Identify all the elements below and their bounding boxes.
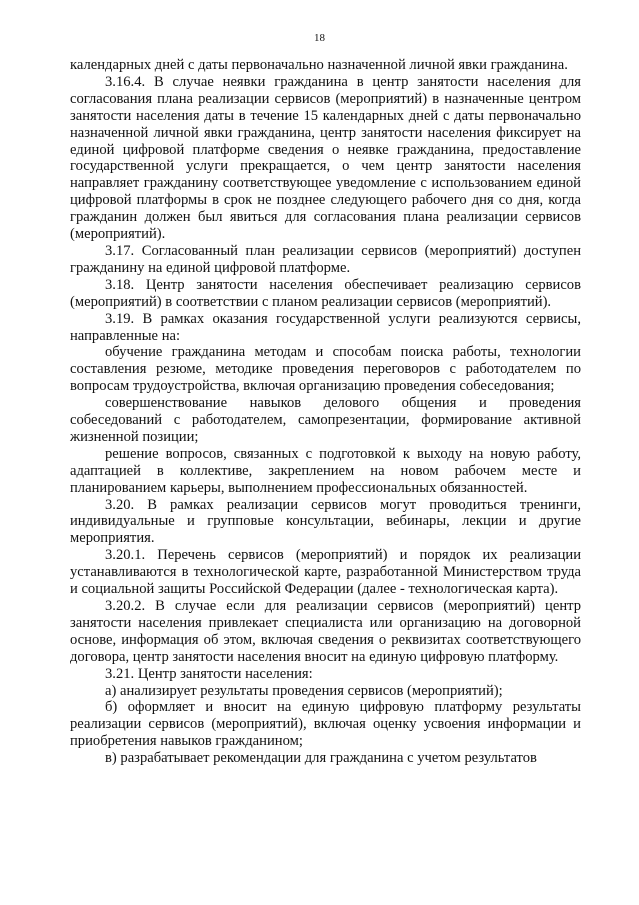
- paragraph-3-20-1: 3.20.1. Перечень сервисов (мероприятий) и порядок их реализации устанавливаются в технологической карте, разработанной Министерством труда и социальной защиты Российской Федерации (далее - технологическая карта).: [70, 547, 581, 598]
- list-item-v: в) разрабатывает рекомендации для гражданина с учетом результатов: [105, 750, 537, 767]
- paragraph-3-19: 3.19. В рамках оказания государственной услуги реализуются сервисы, направленные на:: [70, 310, 581, 344]
- list-item-a: а) анализирует результаты проведения сервисов (мероприятий);: [105, 682, 503, 699]
- list-item-communication-skills: совершенствование навыков делового общения и проведения собеседований с работодателем, самопрезентации, формирование активной жизненной позиции;: [70, 395, 581, 445]
- page-number: 18: [314, 32, 325, 44]
- paragraph-3-21: 3.21. Центр занятости населения:: [105, 665, 313, 682]
- paragraph-3-20: 3.20. В рамках реализации сервисов могут проводиться тренинги, индивидуальные и групповые консультации, вебинары, лекции и другие мероприятия.: [70, 496, 581, 547]
- list-item-training: обучение гражданина методам и способам поиска работы, технологии составления резюме, методике проведения переговоров с работодателем по вопросам трудоустройства, включая организацию проведения собеседования;: [70, 344, 581, 395]
- list-item-adaptation: решение вопросов, связанных с подготовкой к выходу на новую работу, адаптацией в коллективе, закреплением на новом рабочем месте и планированием карьеры, выполнением профессиональных обязанностей.: [70, 445, 581, 496]
- paragraph-3-20-2: 3.20.2. В случае если для реализации сервисов (мероприятий) центр занятости населения привлекает специалиста или организацию на договорной основе, информация об этом, включая сведения о реквизитах соответствующего договора, центр занятости населения вносит на единую цифровую платформу.: [70, 598, 581, 665]
- list-item-b: б) оформляет и вносит на единую цифровую платформу результаты реализации сервисов (мероприятий), включая оценку усвоения информации и приобретения навыков гражданином;: [70, 699, 581, 750]
- paragraph-continuation: календарных дней с даты первоначально назначенной личной явки гражданина.: [70, 57, 568, 73]
- paragraph-3-16-4: 3.16.4. В случае неявки гражданина в центр занятости населения для согласования плана реализации сервисов (мероприятий) в назначенные центром занятости населения даты в течение 15 календарных дней с даты первоначально назначенной личной явки гражданина, центр занятости населения фиксирует на единой цифровой платформе сведения о неявке гражданина, предоставление государственной услуги прекращается, о чем центр занятости населения направляет гражданину соответствующее уведомление с использованием единой цифровой платформы в срок не позднее следующего рабочего дня со дня, когда гражданин должен был явиться для согласования плана реализации сервисов (мероприятий).: [70, 73, 581, 243]
- paragraph-3-17: 3.17. Согласованный план реализации сервисов (мероприятий) доступен гражданину на единой цифровой платформе.: [70, 242, 581, 276]
- paragraph-3-18: 3.18. Центр занятости населения обеспечивает реализацию сервисов (мероприятий) в соответствии с планом реализации сервисов (мероприятий).: [70, 276, 581, 310]
- document-body: [70, 57, 581, 767]
